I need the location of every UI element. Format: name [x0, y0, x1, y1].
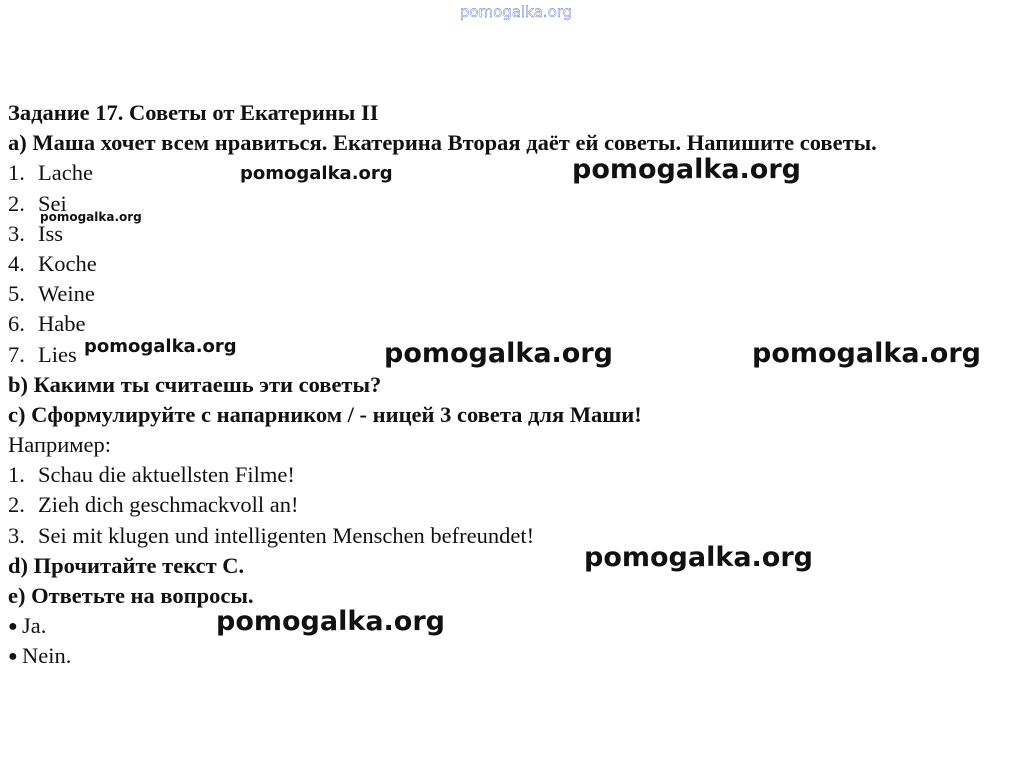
watermark: pomogalka.org — [572, 154, 801, 185]
example-item: 2. Zieh dich geschmackvoll an! — [8, 492, 299, 518]
site-link[interactable]: pomogalka.org — [459, 3, 573, 21]
part-e-instruction: e) Ответьте на вопросы. — [8, 583, 254, 608]
task-title: Задание 17. Советы от Екатерины II — [8, 100, 379, 125]
advice-item: 2. Sei — [8, 190, 67, 216]
part-c-instruction: c) Сформулируйте с напарником / - ницей 3 совета для Маши! — [8, 401, 642, 427]
watermark: pomogalka.org — [240, 163, 393, 184]
part-d-instruction: d) Прочитайте текст С. — [8, 552, 245, 578]
watermark: pomogalka.org — [40, 210, 142, 224]
answer-option: ● Ja. — [8, 611, 1028, 641]
bullet-icon: ● — [8, 618, 18, 636]
advice-item: 7. Lies — [8, 341, 77, 367]
example-label: Например: — [8, 432, 111, 458]
example-item: 1. Schau die aktuellsten Filme! — [8, 462, 295, 488]
watermark: pomogalka.org — [84, 336, 237, 357]
answer-option: ● Nein. — [8, 641, 1028, 671]
advice-item: 6. Habe — [8, 311, 86, 337]
example-item: 3. Sei mit klugen und intelligenten Menschen befreundet! — [8, 522, 535, 548]
part-b-question: b) Какими ты считаешь эти советы? — [8, 371, 382, 397]
watermark: pomogalka.org — [384, 338, 613, 369]
watermark: pomogalka.org — [752, 338, 981, 369]
task-document — [8, 98, 1028, 672]
watermark: pomogalka.org — [584, 542, 813, 573]
advice-item: 4. Koche — [8, 250, 97, 276]
advice-item: 1. Lache — [8, 160, 93, 186]
advice-item: 3. Iss — [8, 220, 64, 246]
part-a-instruction: a) Маша хочет всем нравиться. Екатерина Вторая даёт ей советы. Напишите советы. — [8, 130, 877, 156]
watermark: pomogalka.org — [216, 606, 445, 637]
advice-item: 5. Weine — [8, 281, 95, 307]
bullet-icon: ● — [8, 648, 18, 666]
